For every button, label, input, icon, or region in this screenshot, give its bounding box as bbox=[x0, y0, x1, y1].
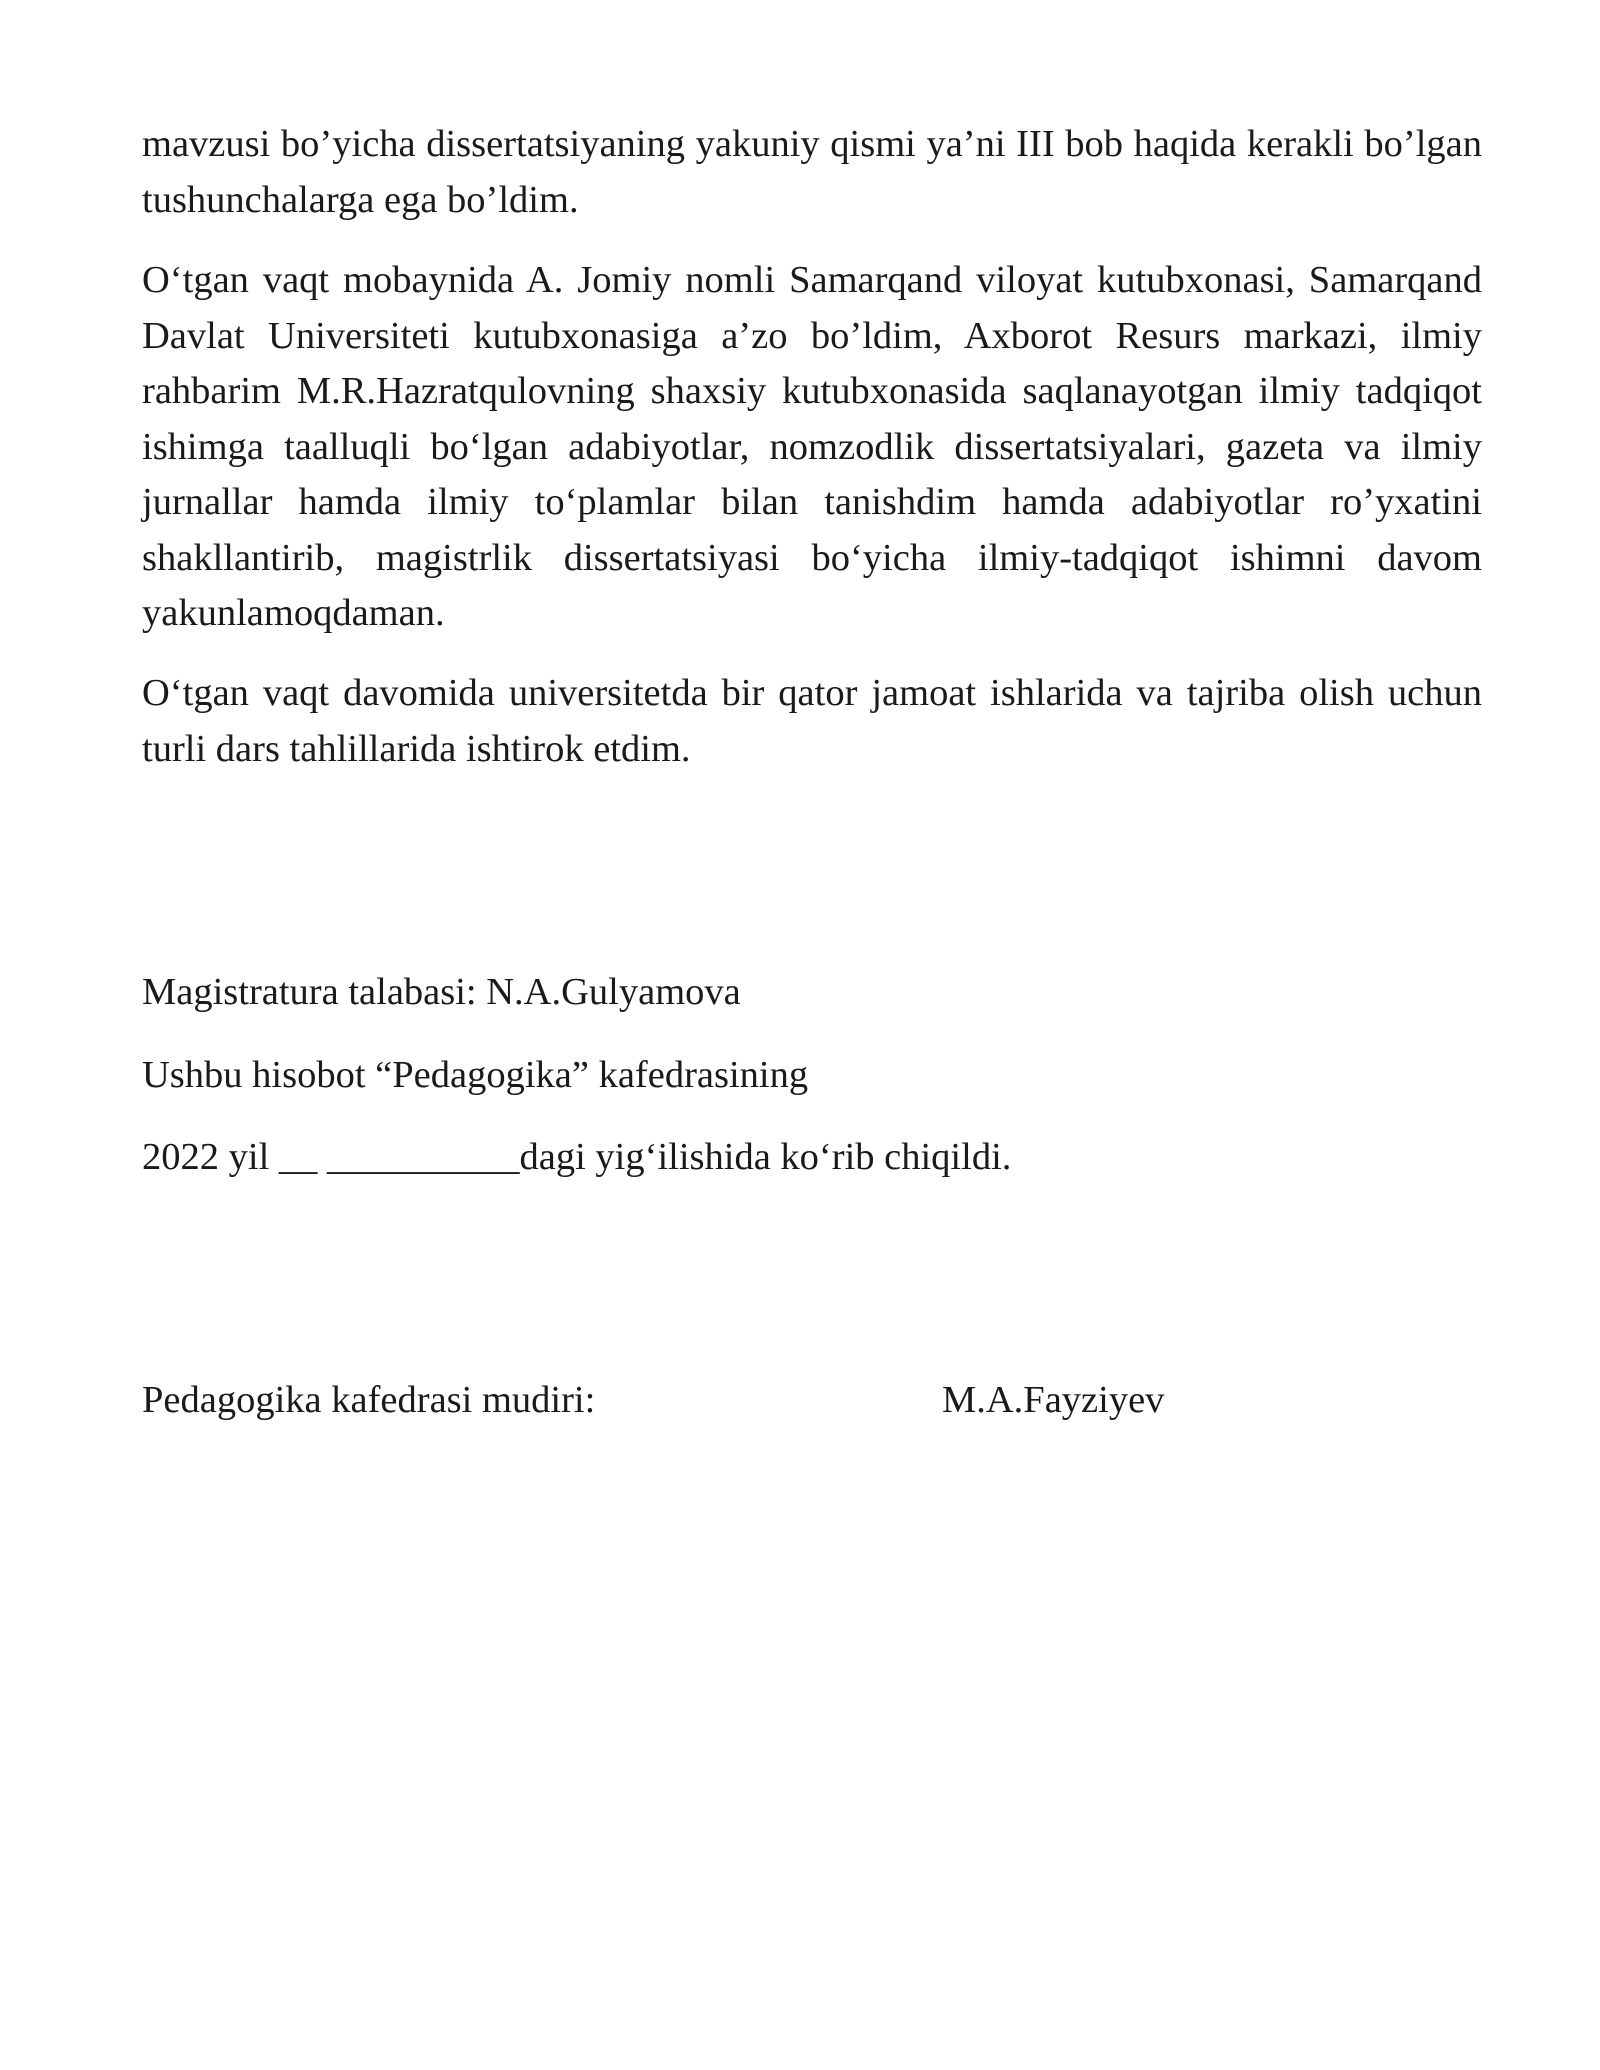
student-signature-line: Magistratura talabasi: N.A.Gulyamova bbox=[142, 971, 741, 1013]
department-head-title: Pedagogika kafedrasi mudiri: bbox=[142, 1379, 596, 1421]
paragraph-thesis-chapter: mavzusi bo’yicha dissertatsiyaning yakuniy qismi ya’ni III bob haqida kerakli bo’lgan tushunchalarga ega bo’ldim. bbox=[142, 123, 1482, 221]
meeting-date-line: 2022 yil __ __________dagi yig‘ilishida ko‘rib chiqildi. bbox=[142, 1136, 1012, 1178]
department-head-name: M.A.Fayziyev bbox=[942, 1379, 1165, 1421]
report-review-line: Ushbu hisobot “Pedagogika” kafedrasining bbox=[142, 1054, 809, 1096]
paragraph-public-activities: O‘tgan vaqt davomida universitetda bir qator jamoat ishlarida va tajriba olish uchun turli dars tahlillarida ishtirok etdim. bbox=[142, 672, 1482, 770]
paragraph-library-research: O‘tgan vaqt mobaynida A. Jomiy nomli Samarqand viloyat kutubxonasi, Samarqand Davlat Universiteti kutubxonasiga a’zo bo’ldim, Axborot Resurs markazi, ilmiy rahbarim M.R.Hazratqulovning shaxsiy kutubxonasida saqlanayotgan ilmiy tadqiqot ishimga taalluqli bo‘lgan adabiyotlar, nomzodlik dissertatsiyalari, gazeta va ilmiy jurnallar hamda ilmiy to‘plamlar bilan tanishdim hamda adabiyotlar ro’yxatini shakllantirib, magistrlik dissertatsiyasi bo‘yicha ilmiy-tadqiqot ishimni davom yakunlamoqdaman. bbox=[142, 259, 1482, 634]
